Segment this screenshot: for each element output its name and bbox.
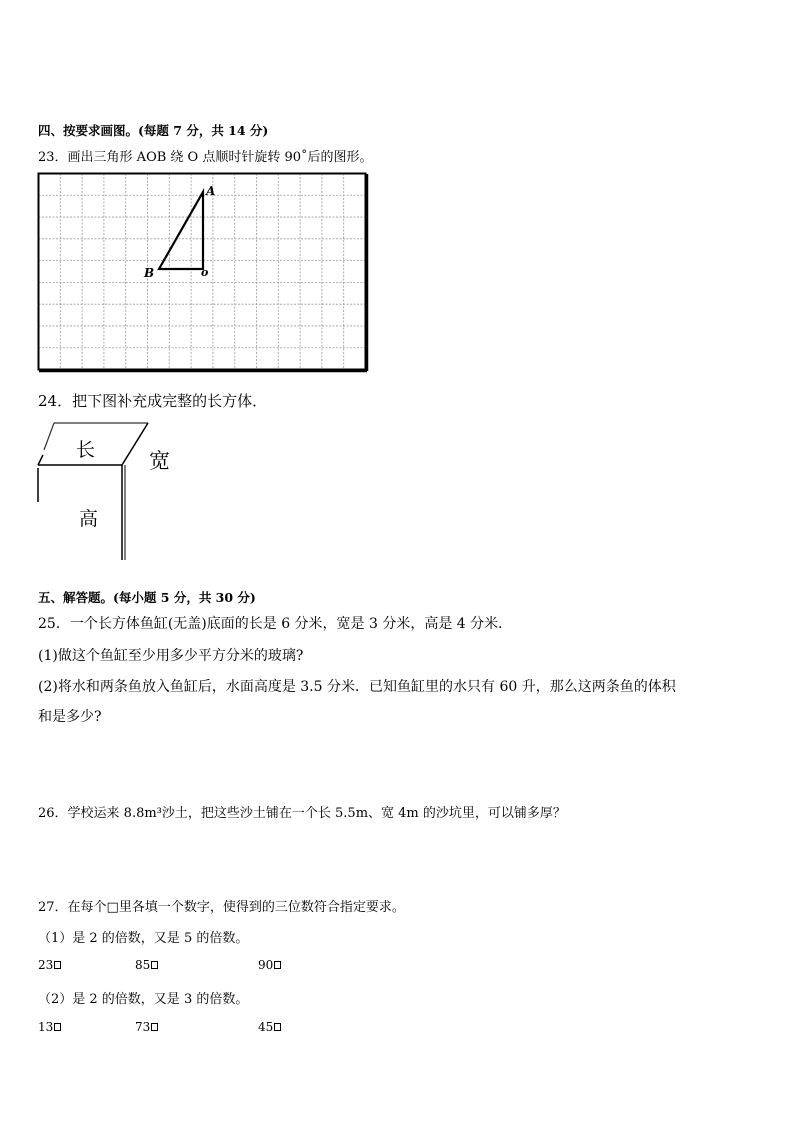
answer-item: 73	[135, 1020, 158, 1034]
answer-item: 45	[258, 1020, 281, 1034]
label-a: A	[206, 184, 216, 198]
question-24-text: 24．把下图补充成完整的长方体．	[38, 392, 268, 410]
answer-item: 90	[258, 958, 281, 972]
answer-item: 85	[135, 958, 158, 972]
blank-box-icon	[151, 961, 158, 969]
label-width: 宽	[149, 449, 170, 473]
rotation-grid-figure	[37, 172, 369, 374]
label-length: 长	[76, 439, 96, 461]
cuboid-figure	[36, 420, 186, 565]
blank-box-icon	[151, 1023, 158, 1031]
blank-box-icon	[274, 961, 281, 969]
blank-box-icon	[54, 1023, 61, 1031]
question-27-part-2: （2）是 2 的倍数，又是 3 的倍数。	[38, 992, 249, 1007]
answer-item: 23	[38, 958, 61, 972]
question-23-text: 23．画出三角形 AOB 绕 O 点顺时针旋转 90˚后的图形。	[38, 150, 373, 165]
question-27-text: 27．在每个□里各填一个数字，使得到的三位数符合指定要求。	[38, 900, 405, 915]
question-25-part-2-line-1: (2)将水和两条鱼放入鱼缸后，水面高度是 3.5 分米．已知鱼缸里的水只有 60 升，那么这两条鱼的体积	[38, 679, 676, 695]
section-4-heading: 四、按要求画图。(每题 7 分，共 14 分)	[38, 123, 269, 138]
question-25-part-1: (1)做这个鱼缸至少用多少平方分米的玻璃?	[38, 648, 304, 664]
label-height: 高	[79, 508, 99, 530]
question-27-part-1: （1）是 2 的倍数，又是 5 的倍数。	[38, 931, 249, 946]
label-b: B	[144, 266, 155, 280]
question-25-text: 25．一个长方体鱼缸(无盖)底面的长是 6 分米，宽是 3 分米，高是 4 分米．	[38, 616, 513, 632]
label-o: o	[201, 266, 209, 279]
section-5-heading: 五、解答题。(每小题 5 分，共 30 分)	[38, 590, 256, 605]
question-25-part-2-line-2: 和是多少?	[38, 709, 102, 725]
answer-item: 13	[38, 1020, 61, 1034]
triangle-aob	[159, 192, 203, 269]
blank-box-icon	[274, 1023, 281, 1031]
question-26-text: 26．学校运来 8.8m³沙土，把这些沙土铺在一个长 5.5m、宽 4m 的沙坑里，可以铺多厚？	[38, 806, 566, 821]
blank-box-icon	[54, 961, 61, 969]
